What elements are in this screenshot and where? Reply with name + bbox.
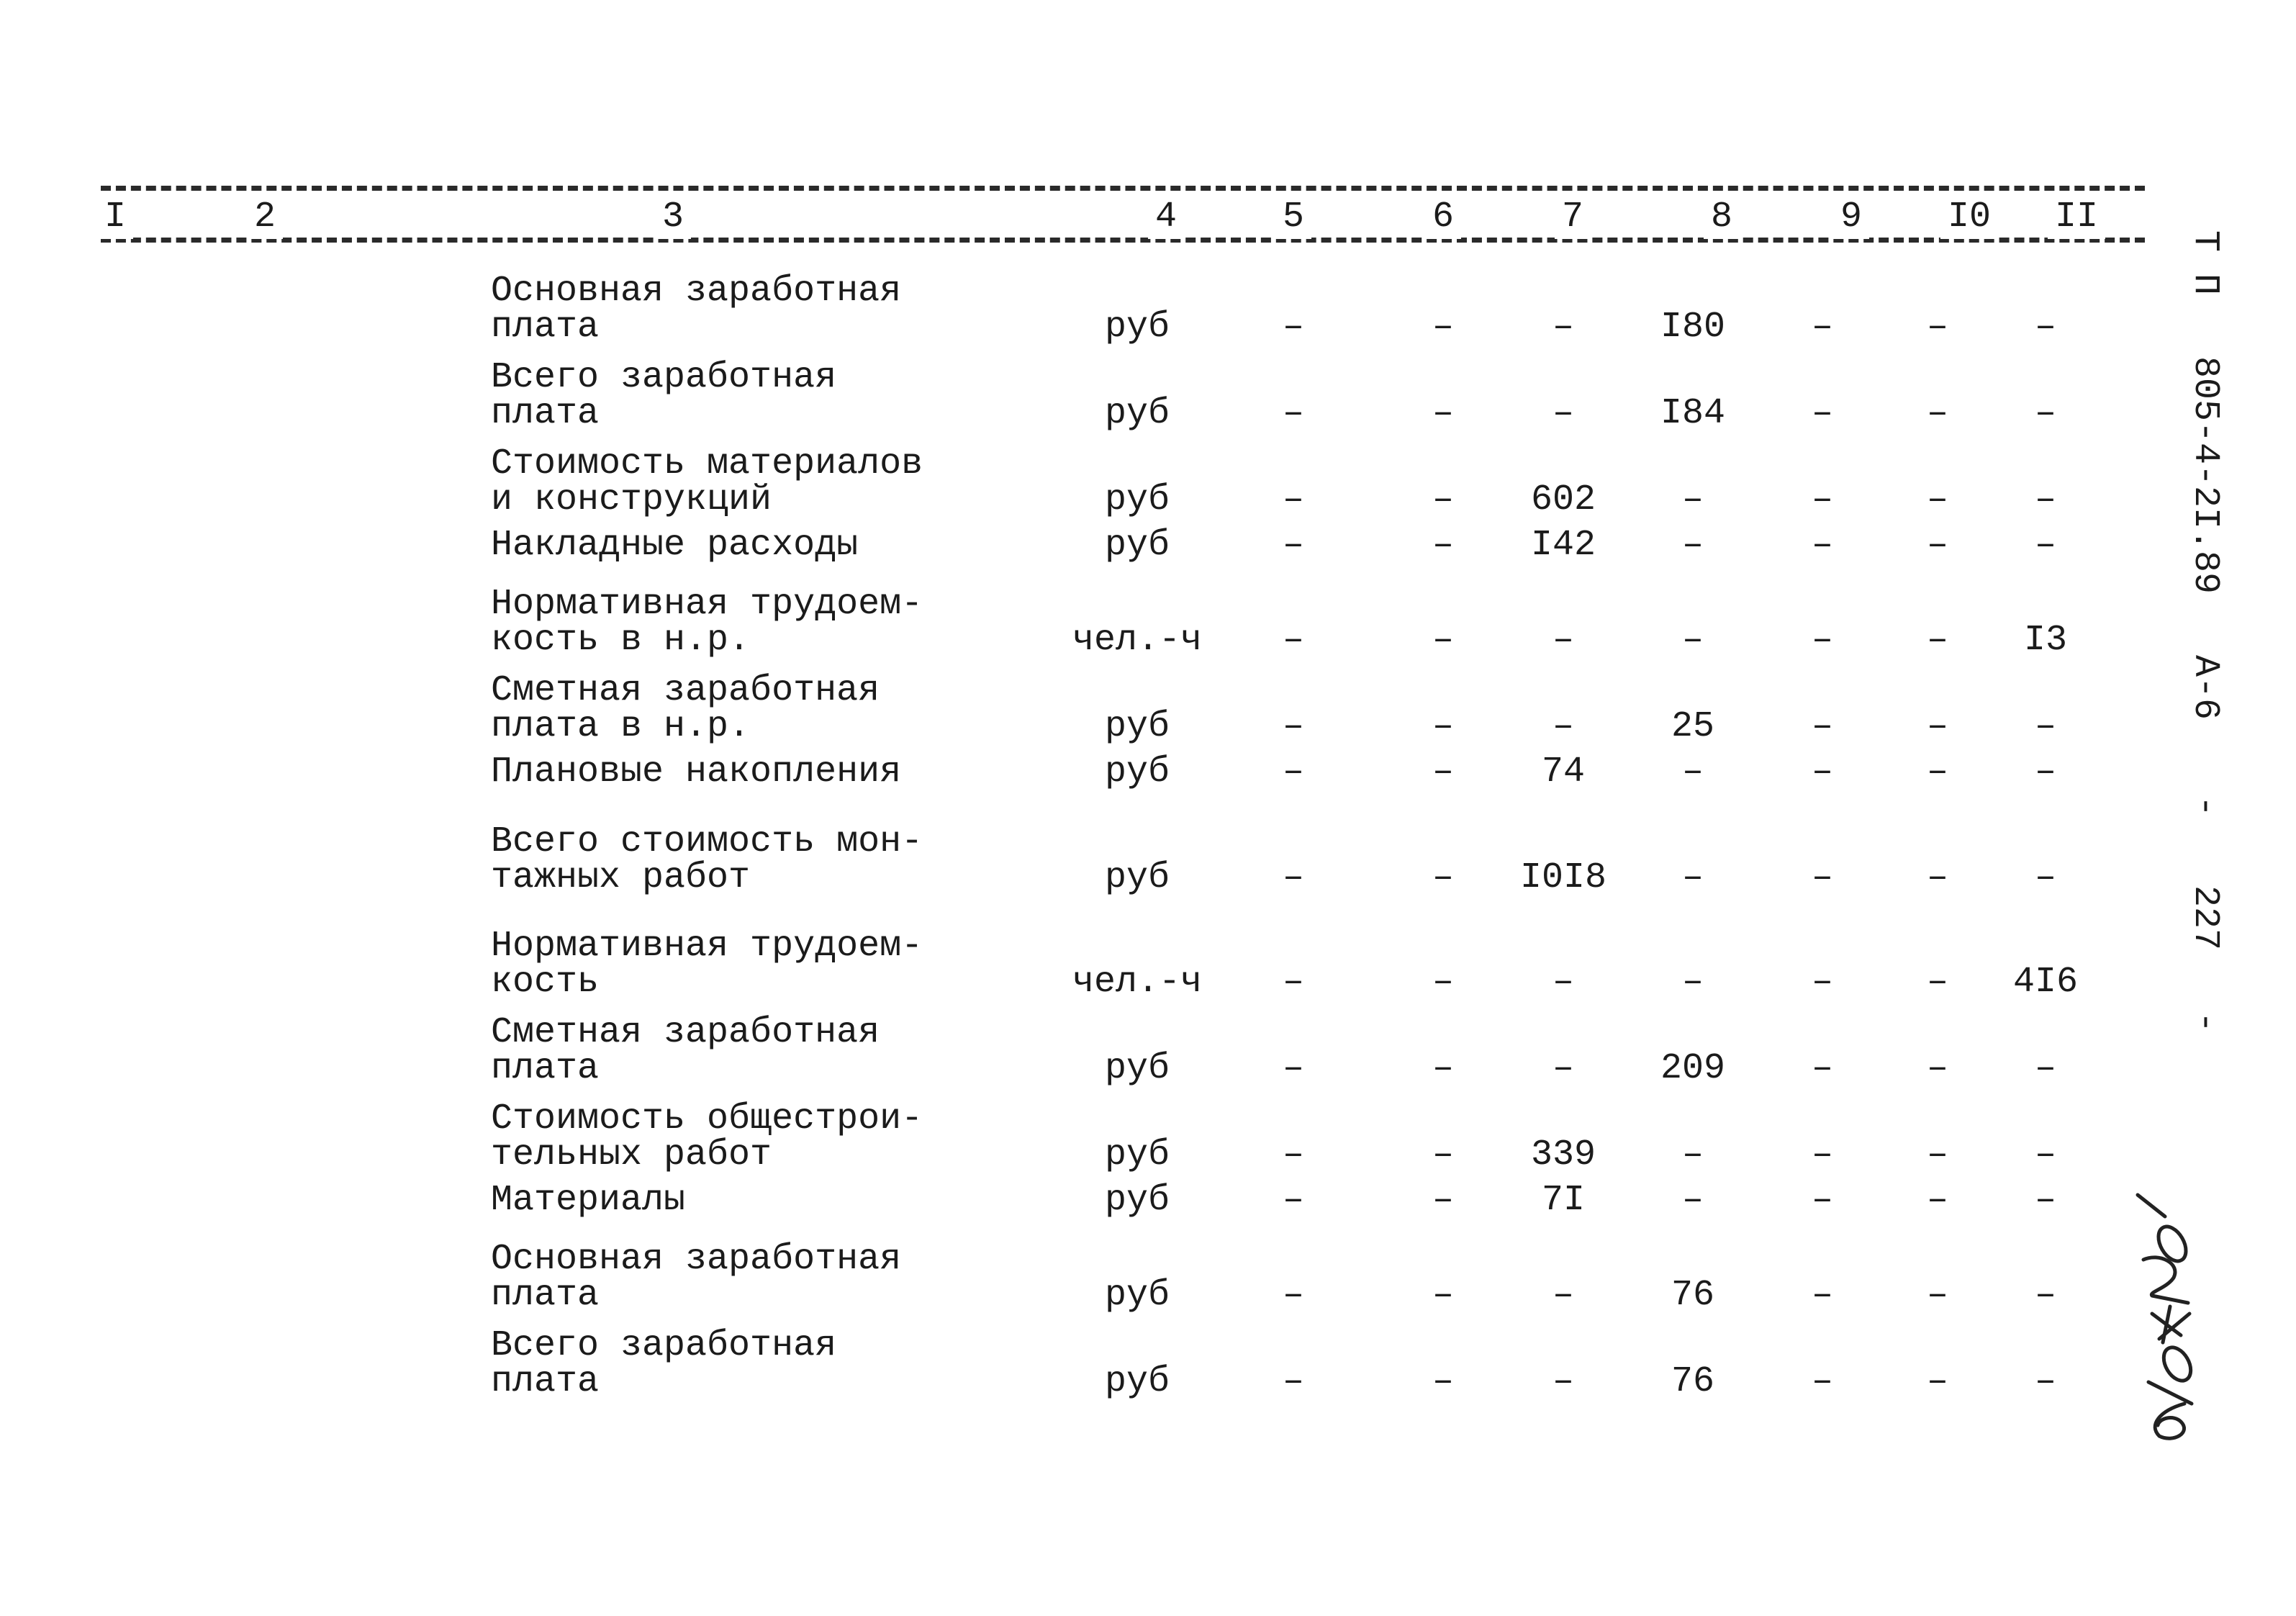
cell-col-8: – xyxy=(1681,751,1704,793)
cell-col-5: – xyxy=(1282,479,1305,520)
row-description: кость xyxy=(491,962,600,1003)
cell-col-6: – xyxy=(1432,751,1455,793)
cell-col-8: – xyxy=(1681,620,1704,661)
cell-col-7: I0I8 xyxy=(1519,857,1607,898)
row-unit: чел.-ч xyxy=(1072,962,1203,1003)
cell-col-11: – xyxy=(2034,1275,2057,1316)
cell-col-11: – xyxy=(2034,1361,2057,1402)
cell-col-5: – xyxy=(1282,1048,1305,1089)
row-unit: руб xyxy=(1104,706,1170,747)
cell-col-10: – xyxy=(1926,393,1949,434)
cell-col-9: – xyxy=(1811,1134,1834,1175)
cell-col-5: – xyxy=(1282,1180,1305,1221)
stamp-separator-2: - xyxy=(2184,1011,2225,1034)
cell-col-5: – xyxy=(1282,307,1305,348)
cell-col-8: 76 xyxy=(1671,1361,1715,1402)
cell-col-10: – xyxy=(1926,525,1949,566)
column-number-8: 8 xyxy=(1704,196,1740,239)
stamp-album: А-6 xyxy=(2184,655,2225,721)
cell-col-9: – xyxy=(1811,393,1834,434)
row-unit: руб xyxy=(1104,393,1170,434)
cell-col-8: 25 xyxy=(1671,706,1715,747)
row-description: тажных работ xyxy=(491,857,751,898)
cell-col-6: – xyxy=(1432,393,1455,434)
column-number-3: 3 xyxy=(655,196,691,239)
cell-col-10: – xyxy=(1926,857,1949,898)
row-description: Материалы xyxy=(491,1180,686,1221)
row-unit: руб xyxy=(1104,525,1170,566)
row-description: и конструкций xyxy=(491,479,772,520)
row-description: плата xyxy=(491,1361,600,1402)
cell-col-11: I3 xyxy=(2023,620,2068,661)
cell-col-8: I84 xyxy=(1660,393,1726,434)
cell-col-8: 76 xyxy=(1671,1275,1715,1316)
row-description: плата xyxy=(491,307,600,348)
cell-col-10: – xyxy=(1926,307,1949,348)
cell-col-6: – xyxy=(1432,1134,1455,1175)
column-number-1: I xyxy=(97,196,133,239)
cell-col-6: – xyxy=(1432,857,1455,898)
row-unit: руб xyxy=(1104,1275,1170,1316)
cell-col-9: – xyxy=(1811,1361,1834,1402)
cell-col-11: – xyxy=(2034,307,2057,348)
cell-col-9: – xyxy=(1811,706,1834,747)
cell-col-11: – xyxy=(2034,393,2057,434)
row-description: плата xyxy=(491,393,600,434)
cell-col-5: – xyxy=(1282,1361,1305,1402)
row-description: тельных работ xyxy=(491,1134,772,1175)
row-description: кость в н.р. xyxy=(491,620,751,661)
row-description: плата xyxy=(491,1275,600,1316)
cell-col-5: – xyxy=(1282,525,1305,566)
column-number-9: 9 xyxy=(1833,196,1869,239)
cell-col-10: – xyxy=(1926,962,1949,1003)
row-description: Сметная заработная xyxy=(491,670,880,711)
column-number-7: 7 xyxy=(1555,196,1591,239)
cell-col-6: – xyxy=(1432,620,1455,661)
cell-col-5: – xyxy=(1282,706,1305,747)
stamp-project-code: 805-4-2I.89 xyxy=(2184,356,2225,595)
stamp-separator-1: - xyxy=(2184,795,2225,818)
row-description: Нормативная трудоем- xyxy=(491,926,923,967)
cell-col-11: – xyxy=(2034,706,2057,747)
stamp-series: Т П xyxy=(2184,230,2225,296)
cell-col-5: – xyxy=(1282,393,1305,434)
column-number-11: II xyxy=(2048,196,2105,239)
row-description: Сметная заработная xyxy=(491,1012,880,1053)
cell-col-8: – xyxy=(1681,857,1704,898)
cell-col-11: – xyxy=(2034,1180,2057,1221)
cell-col-7: – xyxy=(1552,307,1575,348)
stamp-page-number: 227 xyxy=(2184,885,2225,951)
row-description: плата xyxy=(491,1048,600,1089)
cell-col-9: – xyxy=(1811,620,1834,661)
cell-col-10: – xyxy=(1926,1361,1949,1402)
cell-col-9: – xyxy=(1811,1180,1834,1221)
row-description: Всего стоимость мон- xyxy=(491,821,923,862)
cell-col-5: – xyxy=(1282,1134,1305,1175)
cell-col-5: – xyxy=(1282,620,1305,661)
row-unit: руб xyxy=(1104,307,1170,348)
cell-col-6: – xyxy=(1432,962,1455,1003)
cell-col-8: – xyxy=(1681,1180,1704,1221)
cell-col-9: – xyxy=(1811,525,1834,566)
cell-col-10: – xyxy=(1926,751,1949,793)
cell-col-6: – xyxy=(1432,1048,1455,1089)
cell-col-11: – xyxy=(2034,751,2057,793)
row-description: плата в н.р. xyxy=(491,706,751,747)
cell-col-6: – xyxy=(1432,1361,1455,1402)
cell-col-11: 4I6 xyxy=(2012,962,2079,1003)
cell-col-8: – xyxy=(1681,525,1704,566)
cell-col-7: – xyxy=(1552,1361,1575,1402)
row-description: Накладные расходы xyxy=(491,525,859,566)
cell-col-7: – xyxy=(1552,1048,1575,1089)
cell-col-9: – xyxy=(1811,962,1834,1003)
row-description: Основная заработная xyxy=(491,271,902,312)
cell-col-6: – xyxy=(1432,307,1455,348)
column-number-2: 2 xyxy=(247,196,283,239)
cell-col-6: – xyxy=(1432,706,1455,747)
cell-col-7: – xyxy=(1552,393,1575,434)
row-unit: руб xyxy=(1104,1361,1170,1402)
row-description: Стоимость материалов xyxy=(491,443,923,484)
cell-col-10: – xyxy=(1926,1048,1949,1089)
cell-col-7: – xyxy=(1552,1275,1575,1316)
cell-col-5: – xyxy=(1282,1275,1305,1316)
row-description: Нормативная трудоем- xyxy=(491,584,923,625)
cell-col-8: – xyxy=(1681,1134,1704,1175)
cell-col-7: – xyxy=(1552,620,1575,661)
cell-col-8: – xyxy=(1681,962,1704,1003)
row-unit: руб xyxy=(1104,1134,1170,1175)
cell-col-10: – xyxy=(1926,706,1949,747)
column-number-4: 4 xyxy=(1148,196,1184,239)
row-unit: чел.-ч xyxy=(1072,620,1203,661)
side-stamp xyxy=(2184,230,2231,1094)
cell-col-5: – xyxy=(1282,751,1305,793)
cell-col-6: – xyxy=(1432,525,1455,566)
cell-col-7: 74 xyxy=(1541,751,1586,793)
cell-col-10: – xyxy=(1926,1134,1949,1175)
handwritten-inventory-number xyxy=(2109,1188,2224,1447)
cell-col-7: I42 xyxy=(1530,525,1596,566)
cell-col-6: – xyxy=(1432,1275,1455,1316)
cell-col-10: – xyxy=(1926,1275,1949,1316)
cell-col-6: – xyxy=(1432,479,1455,520)
cell-col-7: 7I xyxy=(1541,1180,1586,1221)
cell-col-8: I80 xyxy=(1660,307,1726,348)
cell-col-9: – xyxy=(1811,479,1834,520)
row-description: Плановые накопления xyxy=(491,751,902,793)
row-unit: руб xyxy=(1104,1048,1170,1089)
column-number-6: 6 xyxy=(1425,196,1461,239)
cell-col-8: 209 xyxy=(1660,1048,1726,1089)
cell-col-9: – xyxy=(1811,857,1834,898)
cell-col-9: – xyxy=(1811,1275,1834,1316)
row-unit: руб xyxy=(1104,857,1170,898)
cell-col-7: 602 xyxy=(1530,479,1596,520)
row-description: Основная заработная xyxy=(491,1239,902,1280)
cell-col-5: – xyxy=(1282,962,1305,1003)
row-unit: руб xyxy=(1104,1180,1170,1221)
cell-col-7: – xyxy=(1552,706,1575,747)
cell-col-9: – xyxy=(1811,307,1834,348)
cell-col-11: – xyxy=(2034,1048,2057,1089)
row-unit: руб xyxy=(1104,751,1170,793)
column-number-10: I0 xyxy=(1940,196,1998,239)
cell-col-7: 339 xyxy=(1530,1134,1596,1175)
cell-col-10: – xyxy=(1926,620,1949,661)
cell-col-10: – xyxy=(1926,1180,1949,1221)
cell-col-11: – xyxy=(2034,1134,2057,1175)
row-description: Всего заработная xyxy=(491,357,837,398)
cell-col-11: – xyxy=(2034,479,2057,520)
cell-col-10: – xyxy=(1926,479,1949,520)
cell-col-6: – xyxy=(1432,1180,1455,1221)
cell-col-5: – xyxy=(1282,857,1305,898)
cell-col-9: – xyxy=(1811,751,1834,793)
cell-col-11: – xyxy=(2034,857,2057,898)
cell-col-7: – xyxy=(1552,962,1575,1003)
row-description: Всего заработная xyxy=(491,1325,837,1366)
cell-col-11: – xyxy=(2034,525,2057,566)
cell-col-8: – xyxy=(1681,479,1704,520)
cell-col-9: – xyxy=(1811,1048,1834,1089)
row-unit: руб xyxy=(1104,479,1170,520)
row-description: Стоимость общестрои- xyxy=(491,1098,923,1139)
column-number-5: 5 xyxy=(1275,196,1311,239)
